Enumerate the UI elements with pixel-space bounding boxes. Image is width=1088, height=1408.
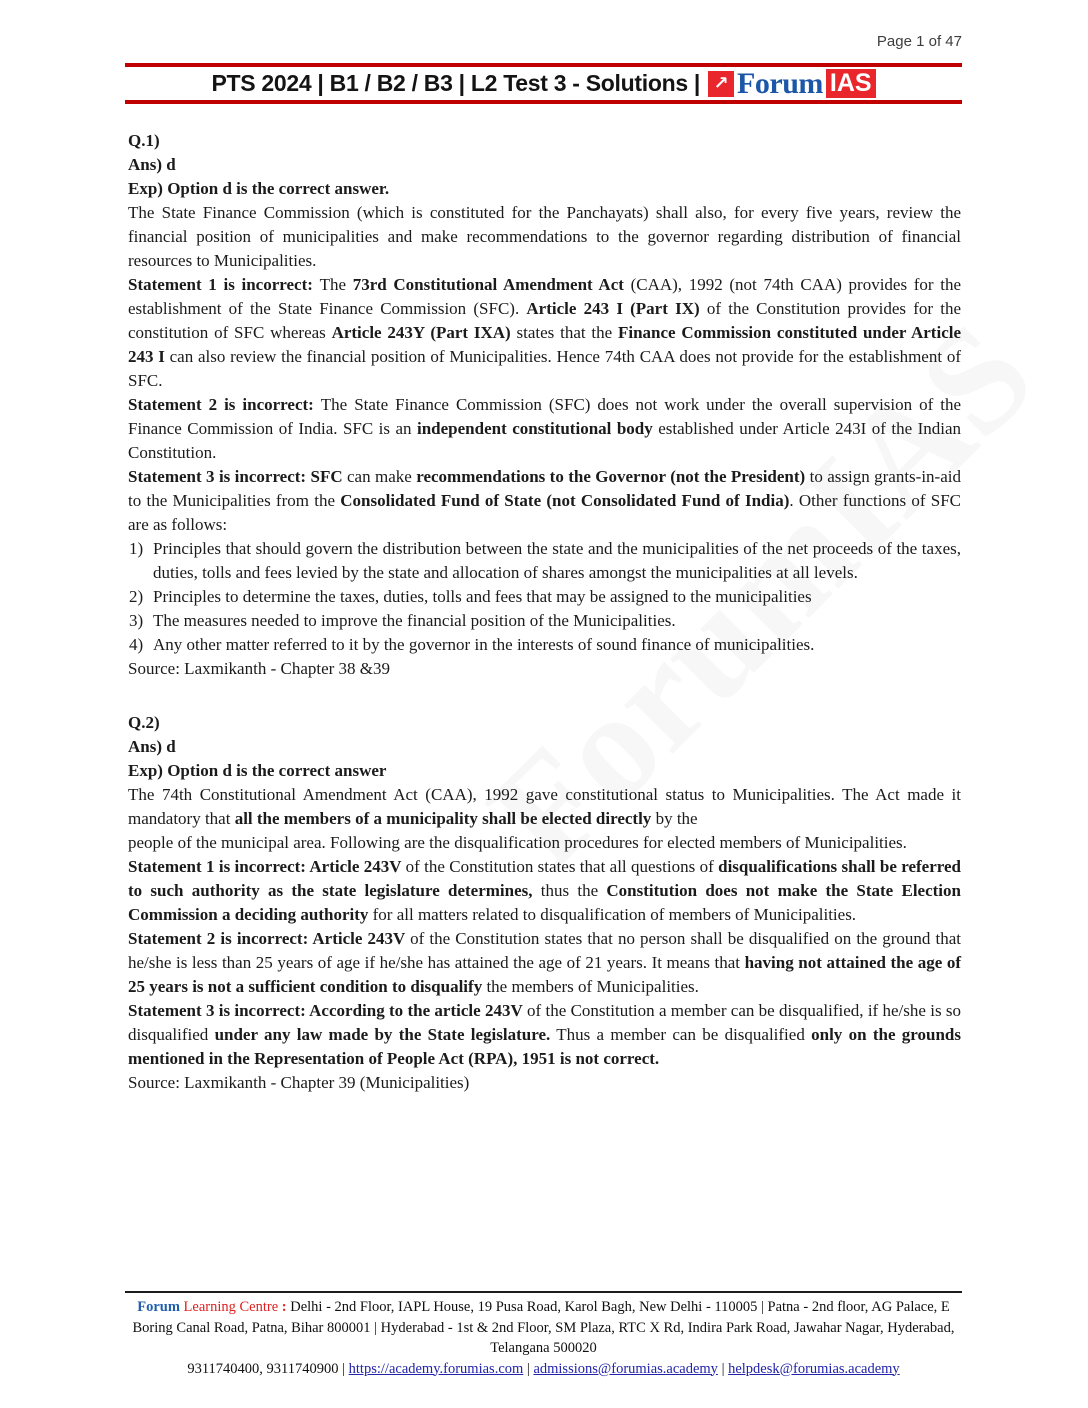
paragraph bbox=[128, 393, 961, 465]
text-run: | bbox=[342, 1360, 349, 1377]
text-run: Exp) Option d is the correct answer bbox=[128, 761, 387, 780]
text-run: by the bbox=[651, 809, 698, 828]
list-marker: 1) bbox=[129, 539, 144, 558]
text-run: Statement 2 is incorrect: bbox=[128, 395, 321, 414]
list-item-text bbox=[153, 611, 676, 630]
footer-link[interactable]: admissions@forumias.academy bbox=[533, 1360, 718, 1377]
text-run: Ans) d bbox=[128, 737, 176, 756]
text-run: to assign grants-in-aid to the Municipalities from the bbox=[128, 467, 961, 510]
text-run: of the Constitution provides for the constitution of SFC whereas bbox=[128, 299, 961, 342]
text-run: states that the bbox=[510, 323, 618, 342]
logo-forum-text: Forum bbox=[737, 66, 823, 100]
list-item-text bbox=[153, 635, 814, 654]
text-run: : bbox=[278, 1299, 291, 1315]
text-run: The 74th Constitutional Amendment Act (CAA), 1992 gave constitutional status to Municipalities. The Act made it mandatory that bbox=[128, 785, 961, 828]
text-run: all the members of a municipality shall be elected directly bbox=[234, 809, 652, 828]
paragraph bbox=[128, 273, 961, 393]
forumias-logo bbox=[708, 66, 876, 100]
paragraph bbox=[128, 465, 961, 537]
text-run: Article 243Y (Part IXA) bbox=[331, 323, 511, 342]
text-run: The State Finance Commission (which is constituted for the Panchayats) shall also, for every five years, review the financial position of municipalities and make recommendations to the governor regarding distribution of financial resources to Municipalities. bbox=[128, 203, 961, 270]
text-run: Forum bbox=[137, 1299, 180, 1315]
text-run: Thus a member can be disqualified bbox=[550, 1025, 812, 1044]
text-run: established under Article 243I of the Indian Constitution. bbox=[128, 419, 962, 462]
header-rule-bottom bbox=[125, 100, 962, 104]
text-run: can also review the financial position of Municipalities. Hence 74th CAA does not provide for the establishment of SFC. bbox=[128, 347, 961, 390]
text-run: Statement 1 is incorrect: bbox=[128, 275, 320, 294]
list-item bbox=[128, 609, 961, 633]
text-run: Any other matter referred to it by the governor in the interests of sound finance of municipalities. bbox=[153, 635, 815, 654]
footer-contact-line bbox=[125, 1359, 962, 1380]
page-number: Page 1 of 47 bbox=[876, 33, 962, 50]
text-run: independent constitutional body bbox=[416, 419, 653, 438]
text-run: The State Finance Commission (SFC) does not work under the overall supervision of the Finance Commission of India. SFC is an bbox=[128, 395, 962, 438]
paragraph bbox=[128, 783, 961, 831]
text-run: Consolidated Fund of State (not Consolidated Fund of India) bbox=[340, 491, 790, 510]
text-run: | bbox=[523, 1360, 534, 1377]
text-run: thus the bbox=[532, 881, 607, 900]
text-run: can make bbox=[342, 467, 417, 486]
document-title: PTS 2024 | B1 / B2 / B3 | L2 Test 3 - Solutions | bbox=[211, 70, 701, 96]
document-header bbox=[125, 63, 962, 104]
paragraph bbox=[128, 129, 961, 153]
paragraph bbox=[128, 711, 961, 735]
list-item-text bbox=[153, 587, 812, 606]
text-run: of the Constitution a member can be disqualified, if he/she is so disqualified bbox=[128, 1001, 961, 1044]
text-run: Source: Laxmikanth - Chapter 39 (Municipalities) bbox=[128, 1073, 470, 1092]
text-run: Source: Laxmikanth - Chapter 38 &39 bbox=[128, 659, 391, 678]
list-item bbox=[128, 585, 961, 609]
text-run: | bbox=[717, 1360, 729, 1377]
spacer bbox=[128, 681, 961, 711]
logo-ias-badge: IAS bbox=[826, 69, 876, 98]
text-run: The measures needed to improve the financial position of the Municipalities. bbox=[153, 611, 676, 630]
text-run: Article 243 I (Part IX) bbox=[526, 299, 700, 318]
list-item bbox=[128, 633, 961, 657]
text-run: Learning Centre bbox=[179, 1299, 279, 1315]
list-marker: 4) bbox=[129, 635, 144, 654]
paragraph bbox=[128, 177, 961, 201]
paragraph bbox=[128, 735, 961, 759]
text-run: disqualifications shall be referred to such authority as the state legislature determines, bbox=[128, 857, 962, 900]
text-run: Principles to determine the taxes, duties, tolls and fees that may be assigned to the municipalities bbox=[153, 587, 812, 606]
paragraph bbox=[128, 657, 961, 681]
text-run: 9311740400, 9311740900 bbox=[187, 1360, 343, 1377]
text-run: Statement 3 is incorrect: According to the article 243V bbox=[128, 1001, 523, 1020]
paragraph bbox=[128, 153, 961, 177]
list-marker: 2) bbox=[129, 587, 144, 606]
footer-address-line bbox=[125, 1297, 962, 1359]
text-run: 73rd Constitutional Amendment Act bbox=[352, 275, 631, 294]
text-run: Principles that should govern the distribution between the state and the municipalities of the net proceeds of the taxes, duties, tolls and fees levied by the state and allocation of shares amongst the municipalities at all levels. bbox=[153, 539, 961, 582]
text-run: of the Constitution states that all questions of bbox=[405, 857, 719, 876]
text-run: Statement 3 is incorrect: SFC bbox=[128, 467, 343, 486]
text-run: the members of Municipalities. bbox=[482, 977, 699, 996]
paragraph bbox=[128, 759, 961, 783]
text-run: Statement 2 is incorrect: Article 243V bbox=[128, 929, 411, 948]
list-item bbox=[128, 537, 961, 585]
list-item-text bbox=[153, 539, 961, 582]
text-run: (CAA), 1992 (not 74th CAA) provides for the establishment of the State Finance Commission (SFC). bbox=[128, 275, 962, 318]
paragraph bbox=[128, 927, 961, 999]
list-marker: 3) bbox=[129, 611, 144, 630]
paragraph bbox=[128, 201, 961, 273]
text-run: Finance Commission constituted under Article 243 I bbox=[128, 323, 962, 366]
text-run: for all matters related to disqualification of members of Municipalities. bbox=[368, 905, 857, 924]
text-run: Delhi - 2nd Floor, IAPL House, 19 Pusa Road, Karol Bagh, New Delhi - 110005 | Patna - 2nd floor, AG Palace, E Boring Canal Road, Patna, Bihar 800001 | Hyderabad - 1st & 2nd Floor, SM Plaza, RTC X Rd, Indira Park Road, Jawahar Nagar, Hyderabad, Telangana 500020 bbox=[132, 1299, 955, 1356]
arrow-up-right-icon: ↗ bbox=[708, 71, 734, 97]
text-run: under any law made by the State legislature. bbox=[214, 1025, 551, 1044]
paragraph bbox=[128, 855, 961, 927]
text-run: only on the grounds mentioned in the Representation of People Act (RPA), 1951 is not correct. bbox=[128, 1025, 962, 1068]
text-run: Q.1) bbox=[128, 131, 160, 150]
text-run: recommendations to the Governor (not the President) bbox=[416, 467, 806, 486]
text-run: people of the municipal area. Following are the disqualification procedures for elected members of Municipalities. bbox=[128, 833, 907, 852]
footer-link[interactable]: https://academy.forumias.com bbox=[348, 1360, 524, 1377]
header-title-row bbox=[125, 67, 962, 100]
text-run: Statement 1 is incorrect: Article 243V bbox=[128, 857, 406, 876]
document-body bbox=[128, 129, 961, 1095]
text-run: . Other functions of SFC are as follows: bbox=[128, 491, 961, 534]
text-run: The bbox=[319, 275, 353, 294]
text-run: Constitution does not make the State Election Commission a deciding authority bbox=[128, 881, 961, 924]
text-run: having not attained the age of 25 years is not a sufficient condition to disqualify bbox=[128, 953, 961, 996]
paragraph bbox=[128, 1071, 961, 1095]
document-footer bbox=[125, 1291, 962, 1379]
paragraph bbox=[128, 999, 961, 1071]
text-run: Q.2) bbox=[128, 713, 160, 732]
paragraph bbox=[128, 831, 961, 855]
text-run: of the Constitution states that no person shall be disqualified on the ground that he/she is less than 25 years of age if he/she has attained the age of 21 years. It means that bbox=[128, 929, 961, 972]
text-run: Ans) d bbox=[128, 155, 176, 174]
text-run: Exp) Option d is the correct answer. bbox=[128, 179, 390, 198]
footer-link[interactable]: helpdesk@forumias.academy bbox=[728, 1360, 900, 1377]
